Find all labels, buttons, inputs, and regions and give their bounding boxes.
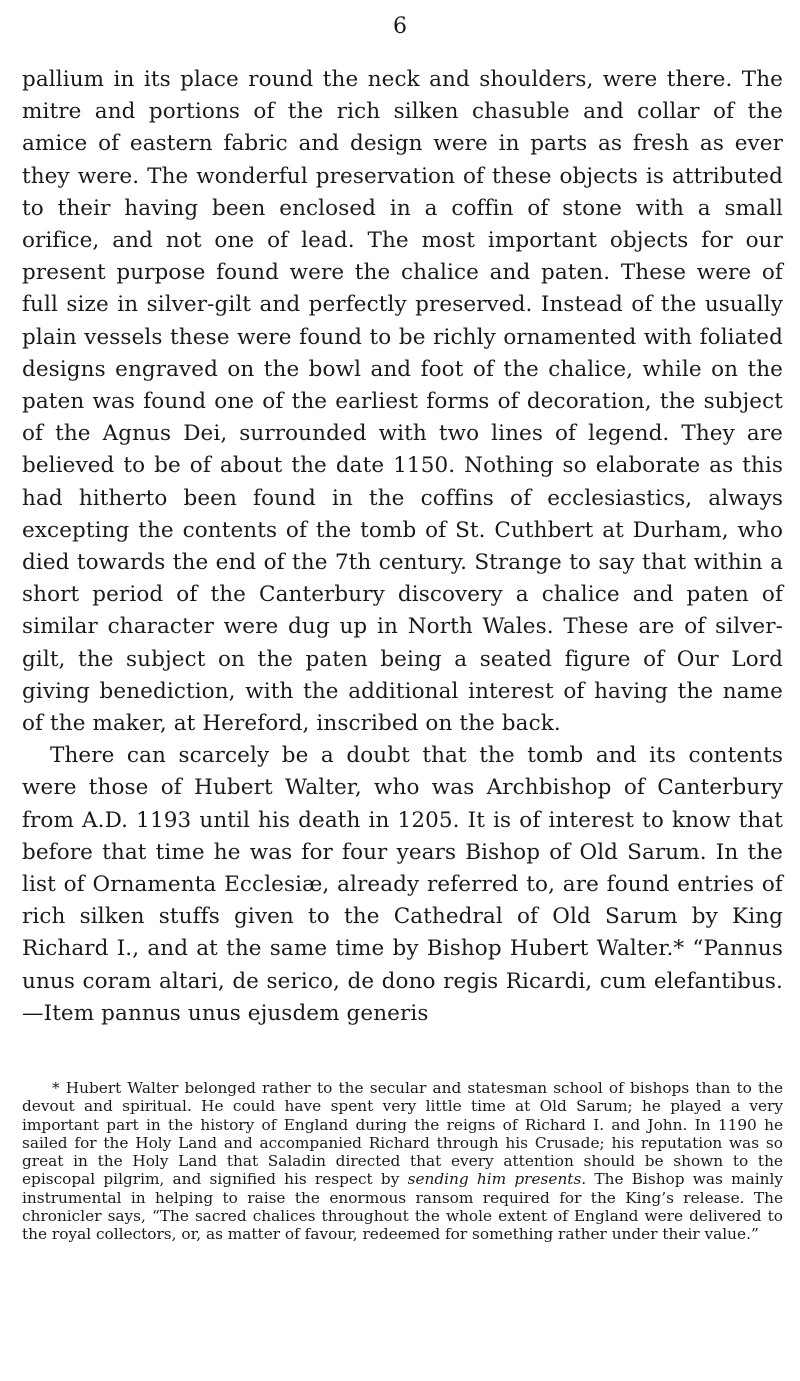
footnote-italic-text: sending him presents. xyxy=(407,1170,587,1189)
footnote xyxy=(22,1079,783,1244)
paragraph: pallium in its place round the neck and shoulders, were there. The mitre and portions of the rich silken chasuble and collar of the amice of eastern fabric and design were in parts as fresh as ever they were. The wonderful preservation of these objects is attributed to their having been enclosed in a coffin of stone with a small orifice, and not one of lead. The most important objects for our present purpose found were the chalice and paten. These were of full size in silver-gilt and perfectly preserved. Instead of the usually plain vessels these were found to be richly ornamented with foliated designs engraved on the bowl and foot of the chalice, while on the paten was found one of the earliest forms of decoration, the subject of the Agnus Dei, surrounded with two lines of legend. They are believed to be of about the date 1150. Nothing so elaborate as this had hitherto been found in the coffins of ecclesiastics, always excepting the contents of the tomb of St. Cuthbert at Durham, who died towards the end of the 7th century. Strange to say that within a short period of the Canterbury discovery a chalice and paten of similar character were dug up in North Wales. These are of silver-gilt, the subject on the paten being a seated figure of Our Lord giving benediction, with the additional interest of having the name of the maker, at Hereford, inscribed on the back. xyxy=(22,67,783,737)
paragraph: There can scarcely be a doubt that the tomb and its contents were those of Hubert Walter, who was Archbishop of Canterbury from A.D. 1193 until his death in 1205. It is of interest to know that before that time he was for four years Bishop of Old Sarum. In the list of Ornamenta Ecclesiæ, already referred to, are found entries of rich silken stuffs given to the Cathedral of Old Sarum by King Richard I., and at the same time by Bishop Hubert Walter.* “Pannus unus coram altari, de serico, de dono regis Ricardi, cum elefantibus.—Item pannus unus ejusdem generis xyxy=(22,743,783,1026)
footnote-text: * Hubert Walter belonged rather to the secular and statesman school of bishops than to the devout and spiritual. He could have spent very little time at Old Sarum; he played a very important part in the history of England during the reigns of Richard I. and John. In 1190 he sailed for the Holy Land and accompanied Richard through his Crusade; his reputation was so great in the Holy Land that Saladin directed that every attention should be shown to the episcopal pilgrim, and signified his respect by xyxy=(22,1079,783,1189)
main-text xyxy=(22,64,783,1030)
footnote-text: The Bishop was mainly instrumental in helping to raise the enormous ransom required for the King’s release. The chronicler says, “The sacred chalices throughout the whole extent of England were delivered to the royal collectors, or, as matter of favour, redeemed for something rather under their value.” xyxy=(22,1170,783,1244)
page-number: 6 xyxy=(393,14,407,39)
footnote-paragraph xyxy=(22,1079,783,1244)
